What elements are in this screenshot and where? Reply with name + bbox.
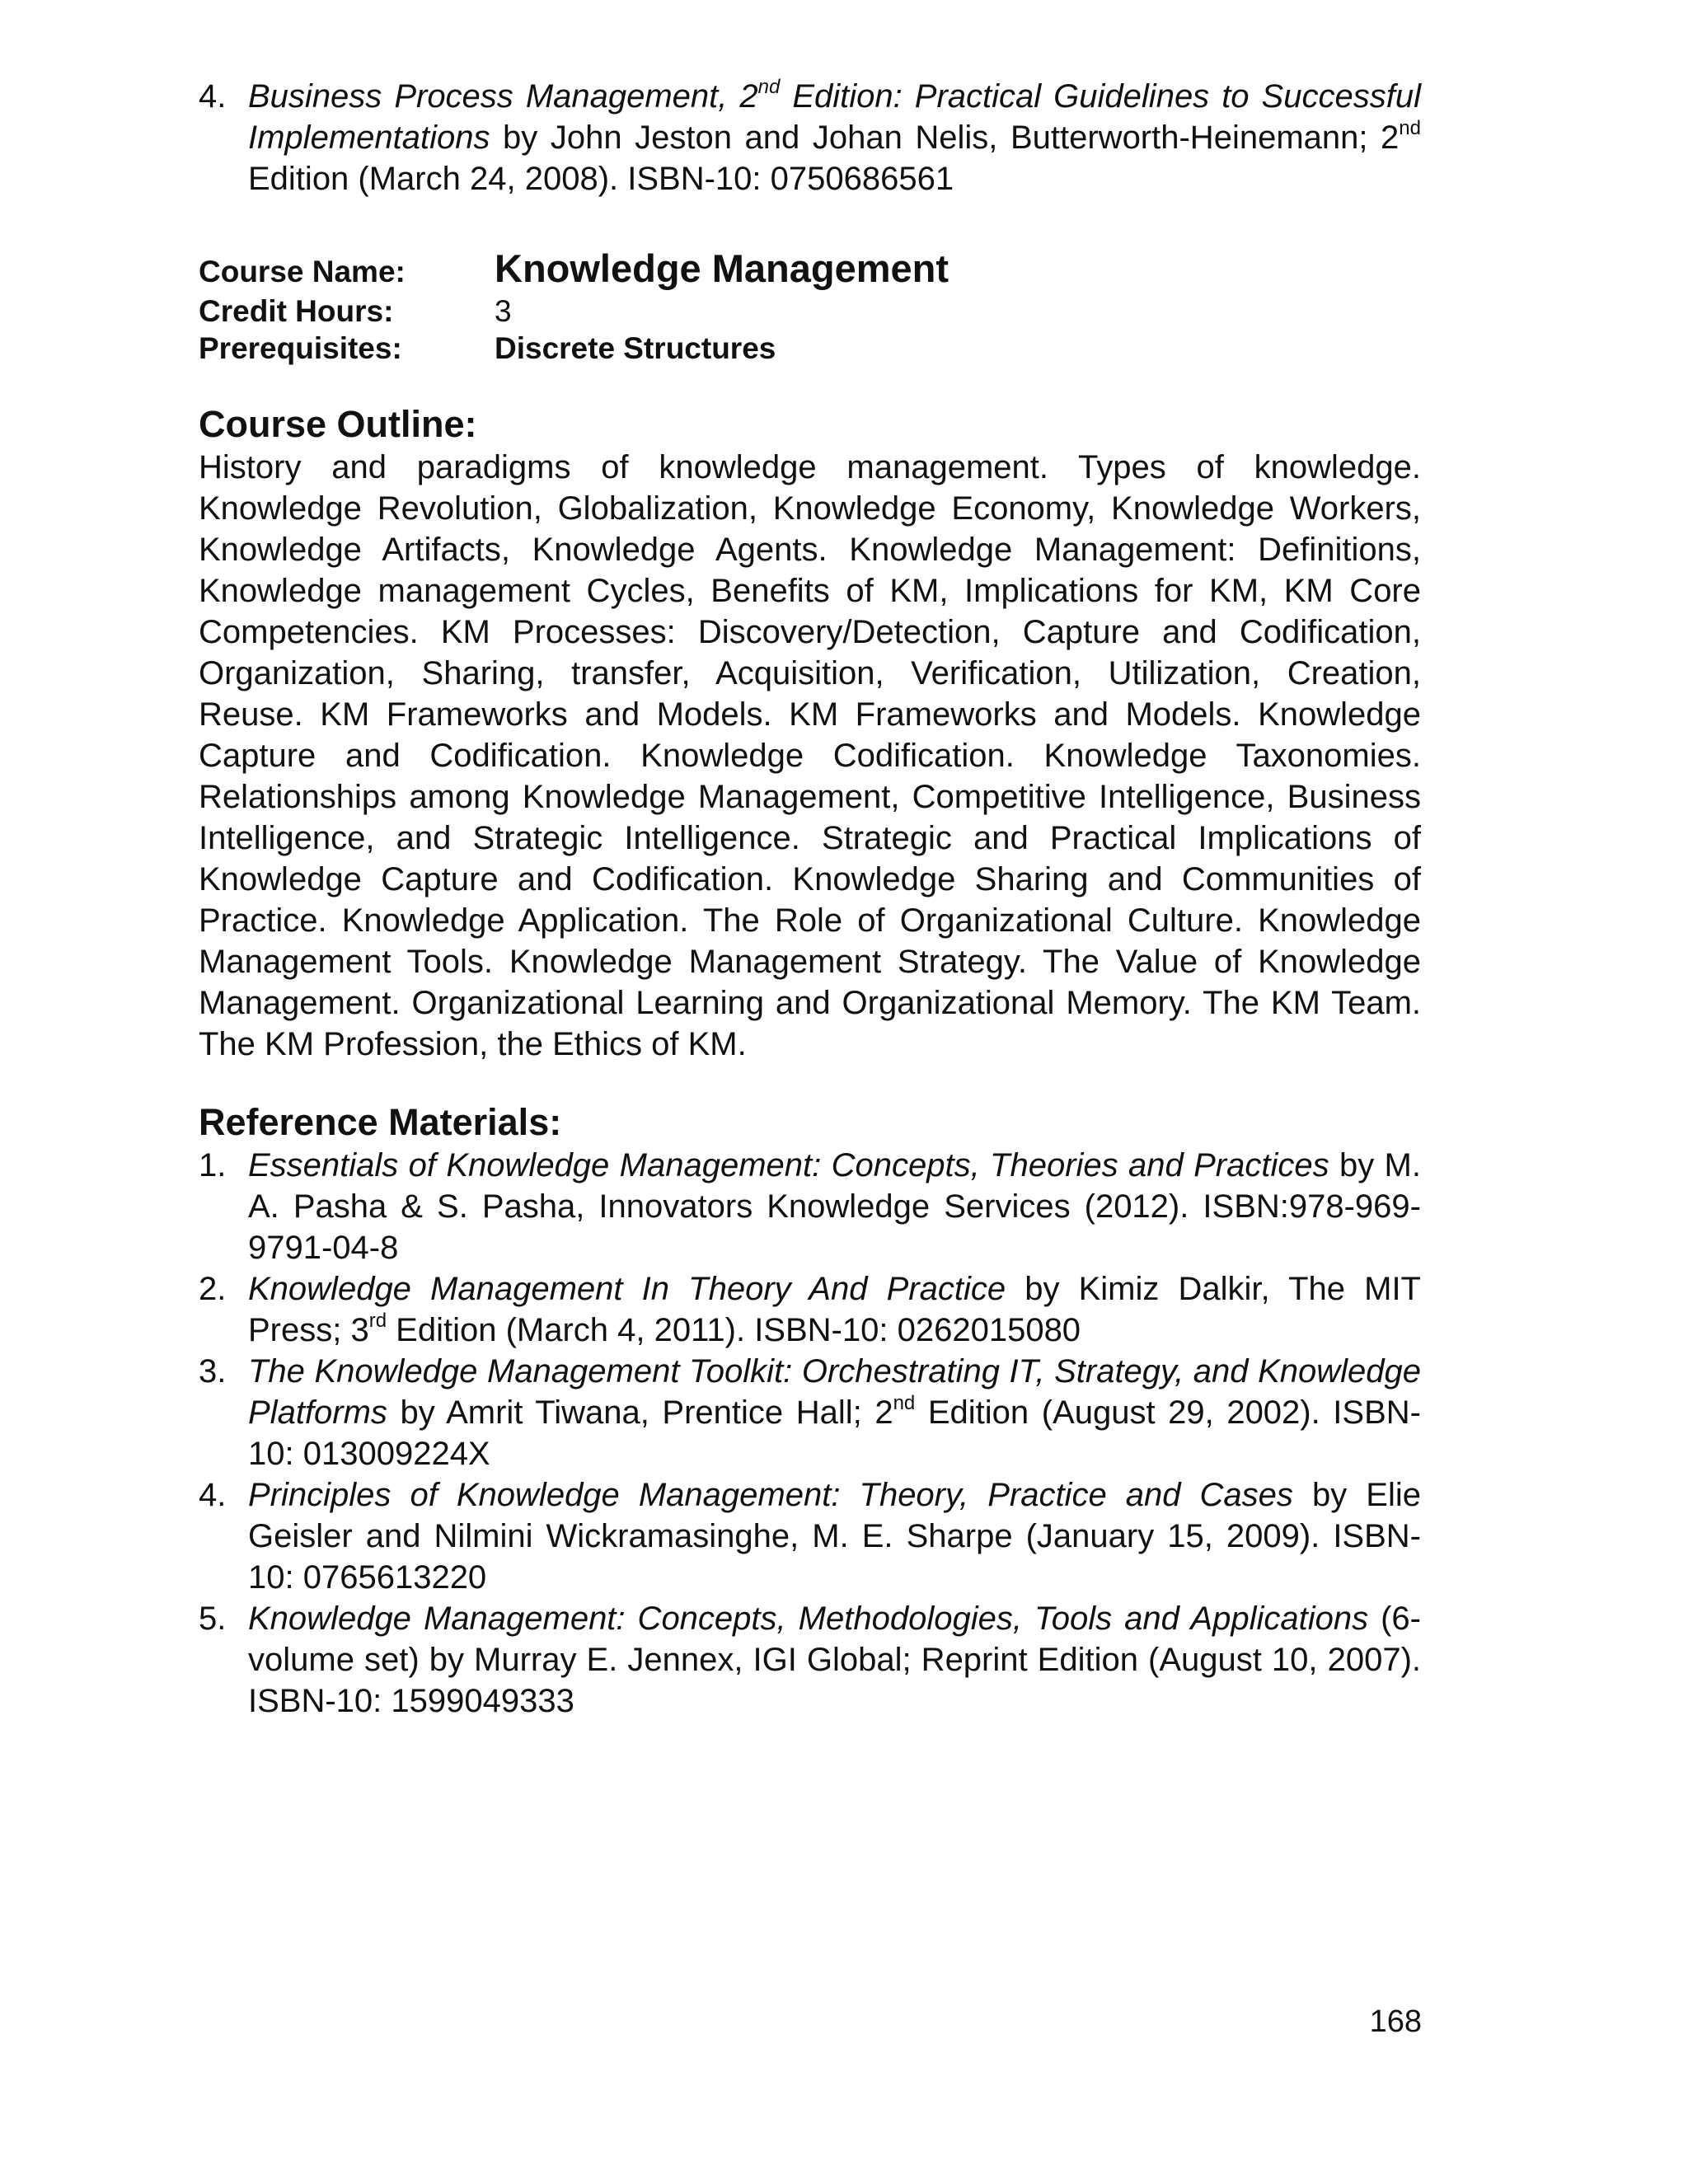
reference-title: The Knowledge Management Toolkit: Orchestrating IT, Strategy, and Knowledge Platforms xyxy=(248,1353,1421,1431)
course-name-label: Course Name: xyxy=(199,255,406,288)
reference-number: 5. xyxy=(199,1601,227,1637)
document-page xyxy=(199,76,1421,1722)
reference-details: by Amrit Tiwana, Prentice Hall; 2nd Edition (August 29, 2002). ISBN-10: 013009224X xyxy=(248,1392,1421,1472)
reference-title: Principles of Knowledge Management: Theory, Practice and Cases xyxy=(248,1477,1293,1513)
credit-hours-label: Credit Hours: xyxy=(199,294,394,328)
previous-reference-item xyxy=(199,76,1421,199)
reference-details: by Elie Geisler and Nilmini Wickramasinghe, M. E. Sharpe (January 15, 2009). ISBN-10: 0765613220 xyxy=(248,1477,1421,1596)
course-name-value: Knowledge Management xyxy=(495,246,950,290)
reference-item xyxy=(199,1351,1421,1474)
reference-title: Business Process Management, 2nd Edition: Practical Guidelines to Successful Implementations xyxy=(248,76,1421,156)
reference-details: (6-volume set) by Murray E. Jennex, IGI Global; Reprint Edition (August 10, 2007). ISBN-10: 1599049333 xyxy=(248,1601,1421,1719)
reference-number: 4. xyxy=(199,1477,227,1513)
reference-title: Knowledge Management: Concepts, Methodologies, Tools and Applications xyxy=(248,1601,1369,1637)
course-outline-heading: Course Outline: xyxy=(199,403,477,445)
course-info xyxy=(199,245,1421,367)
reference-number: 4. xyxy=(199,78,227,115)
reference-item xyxy=(199,1268,1421,1351)
reference-title: Knowledge Management In Theory And Practice xyxy=(248,1271,1006,1307)
reference-title: Essentials of Knowledge Management: Concepts, Theories and Practices xyxy=(248,1147,1329,1183)
reference-details: by Kimiz Dalkir, The MIT Press; 3rd Edition (March 4, 2011). ISBN-10: 0262015080 xyxy=(248,1271,1421,1348)
page-number: 168 xyxy=(1369,2004,1422,2039)
course-name-row xyxy=(199,245,1421,293)
reference-list xyxy=(199,1145,1421,1722)
prerequisites-label: Prerequisites: xyxy=(199,331,402,365)
reference-details: by John Jeston and Johan Nelis, Butterworth-Heinemann; 2nd Edition (March 24, 2008). ISBN-10: 0750686561 xyxy=(248,117,1421,197)
prerequisites-row xyxy=(199,330,1421,367)
reference-number: 2. xyxy=(199,1271,227,1307)
reference-item xyxy=(199,1598,1421,1722)
reference-details: by M. A. Pasha & S. Pasha, Innovators Knowledge Services (2012). ISBN:978-969-9791-04-8 xyxy=(248,1147,1421,1266)
reference-item xyxy=(199,1145,1421,1268)
reference-number: 1. xyxy=(199,1147,227,1183)
reference-materials-heading: Reference Materials: xyxy=(199,1101,562,1143)
reference-number: 3. xyxy=(199,1353,227,1390)
course-outline-text: History and paradigms of knowledge management. Types of knowledge. Knowledge Revolution, Globalization, Knowledge Economy, Knowledge Workers, Knowledge Artifacts, Knowledge Agents. Knowledge Management: Definitions, Knowledge management Cycles, Benefits of KM, Implications for KM, KM Core Competencies. KM Processes: Discovery/Detection, Capture and Codification, Organization, Sharing, transfer, Acquisition, Verification, Utilization, Creation, Reuse. KM Frameworks and Models. KM Frameworks and Models. Knowledge Capture and Codification. Knowledge Codification. Knowledge Taxonomies. Relationships among Knowledge Management, Competitive Intelligence, Business Intelligence, and Strategic Intelligence. Strategic and Practical Implications of Knowledge Capture and Codification. Knowledge Sharing and Communities of Practice. Knowledge Application. The Role of Organizational Culture. Knowledge Management Tools. Knowledge Management Strategy. The Value of Knowledge Management. Organizational Learning and Organizational Memory. The KM Team. The KM Profession, the Ethics of KM. xyxy=(199,449,1421,1062)
credit-hours-value: 3 xyxy=(495,294,512,328)
prerequisites-value: Discrete Structures xyxy=(495,331,776,365)
reference-item xyxy=(199,1474,1421,1598)
credit-hours-row xyxy=(199,293,1421,330)
